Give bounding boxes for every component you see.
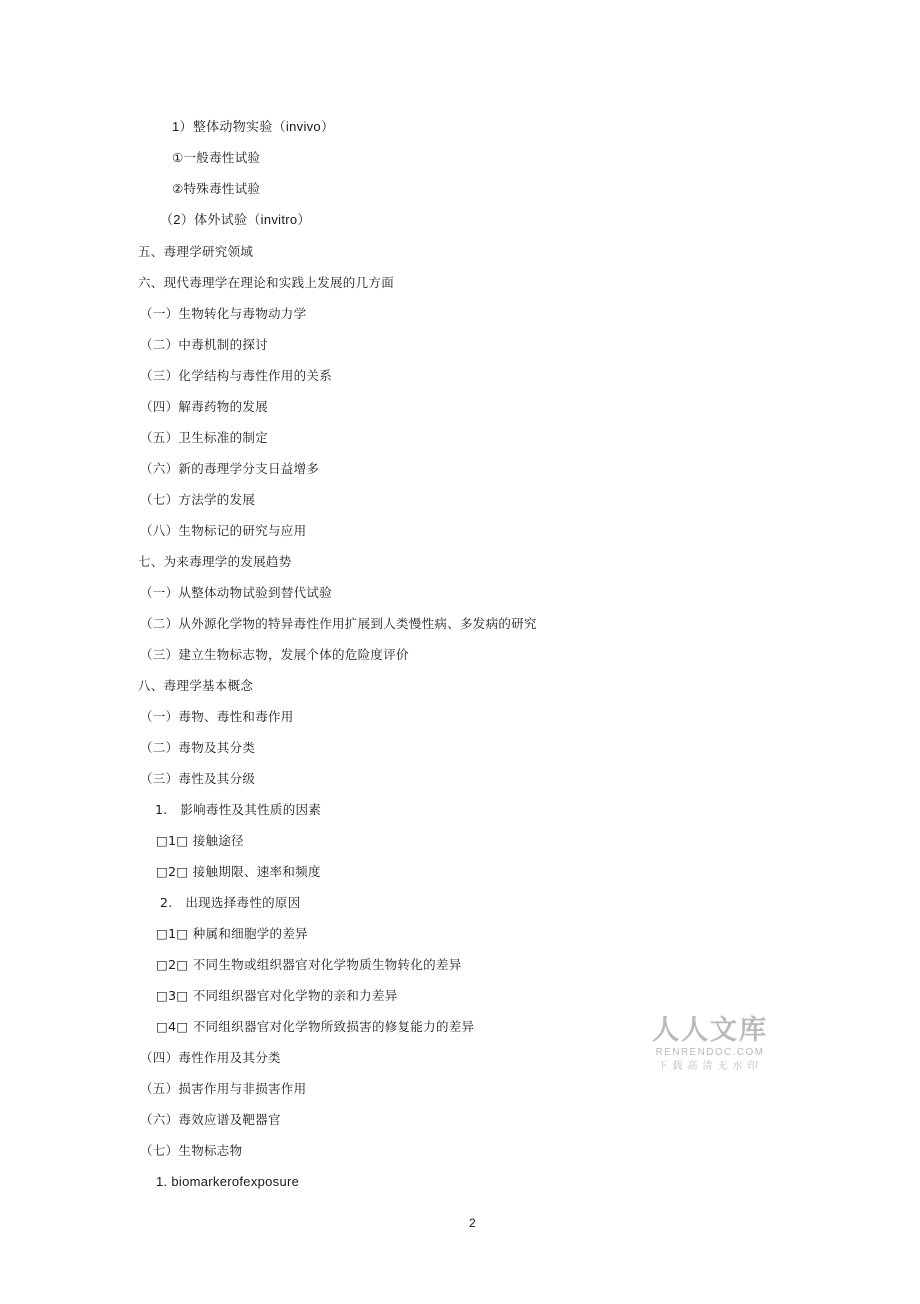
text-line: （二）中毒机制的探讨 (140, 337, 269, 352)
text-line: □2□ 接触期限、速率和频度 (156, 864, 321, 879)
text-line: （七）生物标志物 (140, 1143, 243, 1158)
text-line: （四）毒性作用及其分类 (140, 1050, 281, 1065)
text-line: （一）毒物、毒性和毒作用 (140, 709, 294, 724)
text-line: （三）建立生物标志物，发展个体的危险度评价 (140, 647, 409, 662)
text-line: （七）方法学的发展 (140, 492, 256, 507)
section-heading: 八、毒理学基本概念 (138, 678, 254, 693)
text-line: □3□ 不同组织器官对化学物的亲和力差异 (156, 988, 398, 1003)
section-heading: 七、为来毒理学的发展趋势 (138, 554, 292, 569)
watermark-title: 人人文库 (652, 1015, 768, 1046)
text-line: 1）整体动物实验（invivo） (172, 119, 335, 134)
watermark-domain: RENRENDOC.COM (655, 1047, 765, 1058)
text-line: （六）毒效应谱及靶器官 (140, 1112, 281, 1127)
text-line: （三）毒性及其分级 (140, 771, 256, 786)
text-line: 1. biomarkerofexposure (156, 1174, 300, 1189)
text-line: □1□ 种属和细胞学的差异 (156, 926, 308, 941)
text-line: ①一般毒性试验 (172, 150, 261, 165)
text-line: ②特殊毒性试验 (172, 181, 261, 196)
text-line: 1. 影响毒性及其性质的因素 (155, 802, 322, 817)
section-heading: 六、现代毒理学在理论和实践上发展的几方面 (138, 275, 395, 290)
page-number: 2 (469, 1216, 476, 1230)
section-heading: 五、毒理学研究领域 (138, 244, 254, 259)
text-line: □2□ 不同生物或组织器官对化学物质生物转化的差异 (156, 957, 462, 972)
text-line: 2. 出现选择毒性的原因 (160, 895, 301, 910)
text-line: （五）卫生标准的制定 (140, 430, 269, 445)
text-line: （五）损害作用与非损害作用 (140, 1081, 307, 1096)
text-line: （四）解毒药物的发展 (140, 399, 269, 414)
text-line: （三）化学结构与毒性作用的关系 (140, 368, 333, 383)
text-line: （二）毒物及其分类 (140, 740, 256, 755)
text-line: （一）从整体动物试验到替代试验 (140, 585, 333, 600)
text-line: （六）新的毒理学分支日益增多 (140, 461, 320, 476)
text-line: □1□ 接触途径 (156, 833, 244, 848)
text-line: （2）体外试验（invitro） (160, 212, 311, 227)
text-line: （二）从外源化学物的特异毒性作用扩展到人类慢性病、多发病的研究 (140, 616, 537, 631)
text-line: （一）生物转化与毒物动力学 (140, 306, 307, 321)
watermark-tagline: 下载高清无水印 (657, 1061, 763, 1072)
text-line: （八）生物标记的研究与应用 (140, 523, 307, 538)
text-line: □4□ 不同组织器官对化学物所致损害的修复能力的差异 (156, 1019, 475, 1034)
watermark-logo (646, 1016, 774, 1073)
